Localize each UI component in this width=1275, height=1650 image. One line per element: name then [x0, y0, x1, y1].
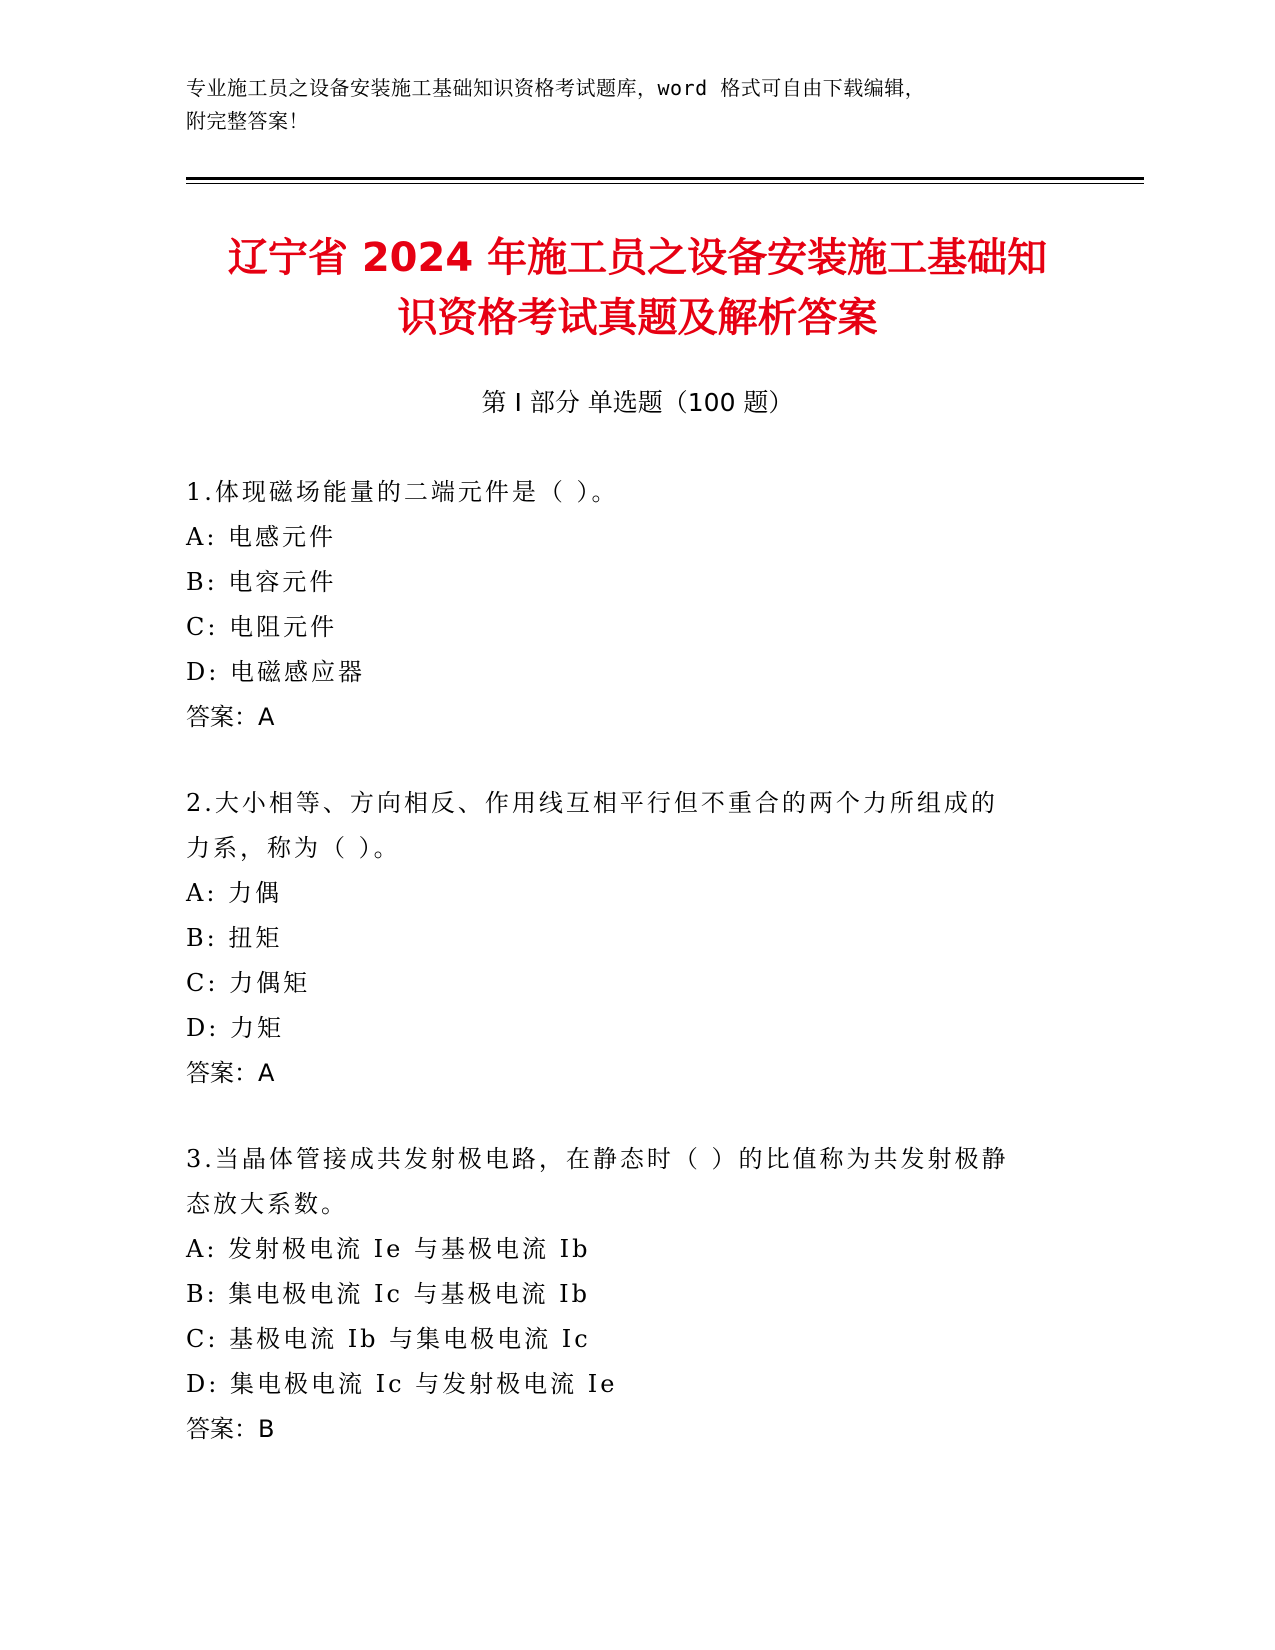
document-title-line-2: 识资格考试真题及解析答案: [397, 295, 878, 341]
question-stem: 2.大小相等、方向相反、作用线互相平行但不重合的两个力所组成的: [186, 789, 998, 817]
question-1: [186, 470, 1066, 740]
option-c: C: 基极电流 Ib 与集电极电流 Ic: [186, 1325, 591, 1353]
question-list: [186, 470, 1066, 1493]
question-stem-continued: 力系，称为（ ）。: [186, 834, 401, 862]
option-a: A: 电感元件: [186, 523, 337, 551]
document-title-line-1: 辽宁省 2024 年施工员之设备安装施工基础知: [227, 235, 1048, 281]
header-divider-thin: [186, 183, 1144, 184]
answer: 答案：A: [186, 1059, 275, 1087]
option-b: B: 扭矩: [186, 924, 283, 952]
section-title: 第 I 部分 单选题（100 题）: [481, 388, 794, 417]
option-d: D: 电磁感应器: [186, 658, 365, 686]
header-divider-thick: [186, 177, 1144, 180]
option-b: B: 集电极电流 Ic 与基极电流 Ib: [186, 1280, 591, 1308]
option-c: C: 力偶矩: [186, 969, 311, 997]
header-note-line-2: 附完整答案！: [186, 109, 309, 133]
document-title: [170, 228, 1105, 348]
option-c: C: 电阻元件: [186, 613, 338, 641]
question-3: [186, 1137, 1066, 1452]
answer: 答案：A: [186, 703, 275, 731]
option-d: D: 集电极电流 Ic 与发射极电流 Ie: [186, 1370, 618, 1398]
option-d: D: 力矩: [186, 1014, 284, 1042]
question-stem-continued: 态放大系数。: [186, 1190, 348, 1218]
header-note: [186, 72, 1066, 138]
question-stem: 1.体现磁场能量的二端元件是（ ）。: [186, 478, 619, 506]
question-2: [186, 781, 1066, 1096]
answer: 答案：B: [186, 1415, 275, 1443]
header-note-line-1: 专业施工员之设备安装施工基础知识资格考试题库，word 格式可自由下载编辑，: [186, 76, 926, 100]
option-b: B: 电容元件: [186, 568, 337, 596]
option-a: A: 力偶: [186, 879, 283, 907]
option-a: A: 发射极电流 Ie 与基极电流 Ib: [186, 1235, 591, 1263]
question-stem: 3.当晶体管接成共发射极电路，在静态时（ ）的比值称为共发射极静: [186, 1145, 1009, 1173]
